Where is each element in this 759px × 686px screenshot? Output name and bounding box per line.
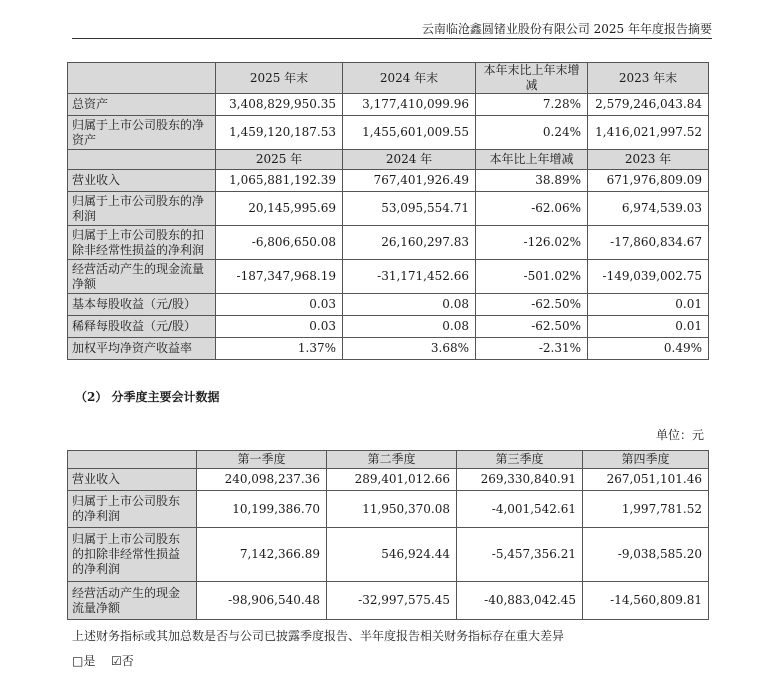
table-cell: 7,142,366.89 xyxy=(197,528,327,582)
table-header-row xyxy=(68,150,709,170)
table-cell: 20,145,995.69 xyxy=(216,192,343,226)
column-header: 本年末比上年末增减 xyxy=(476,63,588,94)
column-header: 本年比上年增减 xyxy=(476,150,588,170)
table-cell: -126.02% xyxy=(476,226,588,260)
row-label: 稀释每股收益（元/股） xyxy=(68,316,216,338)
table-row xyxy=(68,469,709,491)
table-cell: 6,974,539.03 xyxy=(588,192,709,226)
table-cell: 0.03 xyxy=(216,316,343,338)
table-row xyxy=(68,491,709,528)
table-cell: 38.89% xyxy=(476,170,588,192)
table-cell: -187,347,968.19 xyxy=(216,260,343,294)
table-cell: 3,177,410,099.96 xyxy=(343,94,476,116)
column-header: 第一季度 xyxy=(197,451,327,469)
row-label: 经营活动产生的现金流量净额 xyxy=(68,260,216,294)
section-title-quarterly: （2） 分季度主要会计数据 xyxy=(75,390,220,404)
option-yes-checkbox: □是 xyxy=(72,654,96,668)
disclosure-choices xyxy=(72,652,134,669)
table-cell: 269,330,840.91 xyxy=(457,469,583,491)
page-header xyxy=(0,0,759,36)
table-row xyxy=(68,226,709,260)
row-label: 归属于上市公司股东的扣除非经常性损益的净利润 xyxy=(68,226,216,260)
header-corner-cell xyxy=(68,63,216,94)
table-cell: 1,455,601,009.55 xyxy=(343,116,476,150)
table-cell: 289,401,012.66 xyxy=(327,469,457,491)
table-cell: 7.28% xyxy=(476,94,588,116)
disclosure-question: 上述财务指标或其加总数是否与公司已披露季度报告、半年度报告相关财务指标存在重大差异 xyxy=(72,629,565,643)
table-cell: 1,459,120,187.53 xyxy=(216,116,343,150)
table-cell: -5,457,356.21 xyxy=(457,528,583,582)
table-cell: 267,051,101.46 xyxy=(583,469,709,491)
table-cell: 3,408,829,950.35 xyxy=(216,94,343,116)
column-header: 第四季度 xyxy=(583,451,709,469)
table-cell: 2,579,246,043.84 xyxy=(588,94,709,116)
header-corner-cell xyxy=(68,451,197,469)
option-no-checkbox: ☑否 xyxy=(111,654,134,668)
table-cell: -62.50% xyxy=(476,294,588,316)
row-label: 经营活动产生的现金流量净额 xyxy=(68,582,197,620)
row-label: 归属于上市公司股东的扣除非经常性损益的净利润 xyxy=(68,528,197,582)
column-header: 2023 年 xyxy=(588,150,709,170)
table-cell: 0.24% xyxy=(476,116,588,150)
annual-key-figures-table xyxy=(67,62,709,360)
table-row xyxy=(68,528,709,582)
table-cell: -31,171,452.66 xyxy=(343,260,476,294)
table-cell: -4,001,542.61 xyxy=(457,491,583,528)
table-cell: -2.31% xyxy=(476,338,588,360)
table-cell: 0.08 xyxy=(343,294,476,316)
header-divider xyxy=(72,38,712,39)
row-label: 加权平均净资产收益率 xyxy=(68,338,216,360)
table-cell: 240,098,237.36 xyxy=(197,469,327,491)
quarterly-figures-table xyxy=(67,450,709,620)
column-header: 第二季度 xyxy=(327,451,457,469)
table-cell: -98,906,540.48 xyxy=(197,582,327,620)
table-cell: -62.06% xyxy=(476,192,588,226)
table-header-row xyxy=(68,451,709,469)
table-header-row xyxy=(68,63,709,94)
table-row xyxy=(68,116,709,150)
column-header: 第三季度 xyxy=(457,451,583,469)
table-cell: 1.37% xyxy=(216,338,343,360)
table-row xyxy=(68,170,709,192)
row-label: 营业收入 xyxy=(68,170,216,192)
table-cell: -17,860,834.67 xyxy=(588,226,709,260)
table-cell: 1,997,781.52 xyxy=(583,491,709,528)
table-cell: -6,806,650.08 xyxy=(216,226,343,260)
column-header: 2024 年末 xyxy=(343,63,476,94)
table-cell: -40,883,042.45 xyxy=(457,582,583,620)
row-label: 总资产 xyxy=(68,94,216,116)
table-cell: 0.03 xyxy=(216,294,343,316)
table-cell: 11,950,370.08 xyxy=(327,491,457,528)
table-row xyxy=(68,582,709,620)
row-label: 归属于上市公司股东的净利润 xyxy=(68,192,216,226)
table-cell: -62.50% xyxy=(476,316,588,338)
table-cell: 0.08 xyxy=(343,316,476,338)
table-cell: 10,199,386.70 xyxy=(197,491,327,528)
table-cell: 546,924.44 xyxy=(327,528,457,582)
report-header-title: 云南临沧鑫圆锗业股份有限公司 2025 年年度报告摘要 xyxy=(421,22,712,36)
table-cell: 53,095,554.71 xyxy=(343,192,476,226)
row-label: 归属于上市公司股东的净利润 xyxy=(68,491,197,528)
table-row xyxy=(68,260,709,294)
table-cell: 1,416,021,997.52 xyxy=(588,116,709,150)
table-row xyxy=(68,94,709,116)
table-cell: 671,976,809.09 xyxy=(588,170,709,192)
table-cell: -149,039,002.75 xyxy=(588,260,709,294)
table-cell: 26,160,297.83 xyxy=(343,226,476,260)
column-header: 2023 年末 xyxy=(588,63,709,94)
table-cell: 0.49% xyxy=(588,338,709,360)
table-row xyxy=(68,294,709,316)
column-header: 2025 年末 xyxy=(216,63,343,94)
table-cell: 0.01 xyxy=(588,316,709,338)
row-label: 营业收入 xyxy=(68,469,197,491)
row-label: 基本每股收益（元/股） xyxy=(68,294,216,316)
table-cell: -14,560,809.81 xyxy=(583,582,709,620)
column-header: 2025 年 xyxy=(216,150,343,170)
table-row xyxy=(68,316,709,338)
table-row xyxy=(68,192,709,226)
column-header: 2024 年 xyxy=(343,150,476,170)
table-cell: 3.68% xyxy=(343,338,476,360)
unit-label: 单位：元 xyxy=(655,428,704,442)
table-cell: 0.01 xyxy=(588,294,709,316)
header-corner-cell xyxy=(68,150,216,170)
table-cell: -9,038,585.20 xyxy=(583,528,709,582)
table-cell: -501.02% xyxy=(476,260,588,294)
table-cell: -32,997,575.45 xyxy=(327,582,457,620)
row-label: 归属于上市公司股东的净资产 xyxy=(68,116,216,150)
table-cell: 1,065,881,192.39 xyxy=(216,170,343,192)
table-row xyxy=(68,338,709,360)
table-cell: 767,401,926.49 xyxy=(343,170,476,192)
